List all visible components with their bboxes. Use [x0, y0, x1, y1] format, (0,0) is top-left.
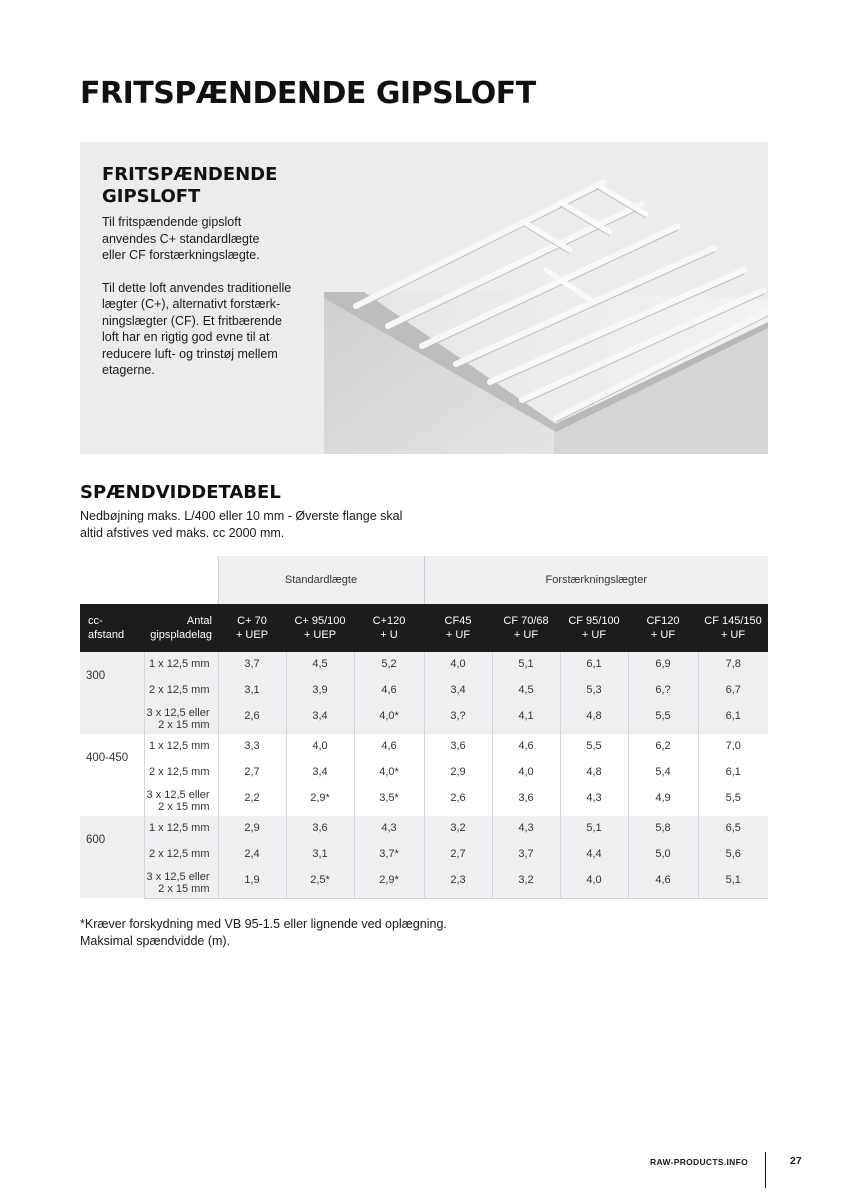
value-cell: 3,9: [286, 678, 354, 704]
value-cell: 6,1: [560, 652, 628, 678]
value-cell: 2,9*: [286, 786, 354, 816]
layers-cell: 1 x 12,5 mm: [144, 734, 218, 760]
cc-cell: 600: [80, 816, 144, 898]
value-cell: 4,0: [286, 734, 354, 760]
value-cell: 4,0: [560, 868, 628, 898]
value-cell: 6,1: [698, 704, 768, 734]
value-cell: 4,6: [492, 734, 560, 760]
value-cell: 4,0*: [354, 760, 424, 786]
value-cell: 5,1: [698, 868, 768, 898]
header-col-2: C+120 + U: [354, 604, 424, 652]
hero-paragraph-2: Til dette loft anvendes traditionelle lægter (C+), alternativt forstærk- ningslægter (CF). Et fritbærende loft har en rigtig god evne til at reducere luft- og trinstøj mellem etagerne.: [102, 280, 292, 377]
layers-cell: 1 x 12,5 mm: [144, 652, 218, 678]
value-cell: 3,3: [218, 734, 286, 760]
value-cell: 6,9: [628, 652, 698, 678]
value-cell: 2,7: [218, 760, 286, 786]
value-cell: 3,4: [286, 704, 354, 734]
value-cell: 2,9: [218, 816, 286, 842]
hero-paragraph-1: Til fritspændende gipsloft anvendes C+ standardlægte eller CF forstærkningslægte.: [102, 215, 260, 262]
value-cell: 6,2: [628, 734, 698, 760]
hero-panel: [80, 142, 768, 454]
value-cell: 5,8: [628, 816, 698, 842]
column-header-row: [80, 604, 768, 652]
value-cell: 2,5*: [286, 868, 354, 898]
value-cell: 2,7: [424, 842, 492, 868]
value-cell: 3,7: [492, 842, 560, 868]
page-title: FRITSPÆNDENDE GIPSLOFT: [80, 76, 536, 111]
value-cell: 4,0: [424, 652, 492, 678]
group-reinforced: Forstærkningslægter: [424, 556, 768, 604]
value-cell: 5,3: [560, 678, 628, 704]
value-cell: 4,0*: [354, 704, 424, 734]
table-row: [80, 734, 768, 760]
value-cell: 4,3: [492, 816, 560, 842]
header-col-4: CF 70/68 + UF: [492, 604, 560, 652]
layers-cell: 3 x 12,5 eller 2 x 15 mm: [144, 868, 218, 898]
value-cell: 3,4: [286, 760, 354, 786]
table-row: [80, 842, 768, 868]
header-col-1: C+ 95/100 + UEP: [286, 604, 354, 652]
value-cell: 3,6: [286, 816, 354, 842]
value-cell: 3,1: [286, 842, 354, 868]
span-table-description: Nedbøjning maks. L/400 eller 10 mm - Øverste flange skal altid afstives ved maks. cc 2000 mm.: [80, 509, 403, 540]
value-cell: 6,1: [698, 760, 768, 786]
value-cell: 2,4: [218, 842, 286, 868]
value-cell: 4,8: [560, 704, 628, 734]
value-cell: 5,5: [698, 786, 768, 816]
layers-cell: 3 x 12,5 eller 2 x 15 mm: [144, 704, 218, 734]
footer-divider: [765, 1152, 766, 1188]
value-cell: 4,3: [354, 816, 424, 842]
value-cell: 4,6: [628, 868, 698, 898]
hero-text-block: [102, 164, 312, 379]
value-cell: 2,9: [424, 760, 492, 786]
value-cell: 3,1: [218, 678, 286, 704]
value-cell: 3,6: [424, 734, 492, 760]
value-cell: 1,9: [218, 868, 286, 898]
value-cell: 7,8: [698, 652, 768, 678]
value-cell: 2,6: [218, 704, 286, 734]
layers-cell: 1 x 12,5 mm: [144, 816, 218, 842]
header-col-5: CF 95/100 + UF: [560, 604, 628, 652]
header-col-6: CF120 + UF: [628, 604, 698, 652]
value-cell: 5,1: [492, 652, 560, 678]
table-row: [80, 704, 768, 734]
value-cell: 6,7: [698, 678, 768, 704]
value-cell: 2,6: [424, 786, 492, 816]
header-col-7: CF 145/150 + UF: [698, 604, 768, 652]
ceiling-structure-image: [324, 142, 768, 454]
value-cell: 7,0: [698, 734, 768, 760]
cc-cell: 400-450: [80, 734, 144, 816]
value-cell: 4,4: [560, 842, 628, 868]
span-table-title: SPÆNDVIDDETABEL: [80, 482, 281, 503]
value-cell: 4,5: [492, 678, 560, 704]
span-table: [80, 556, 768, 899]
value-cell: 4,0: [492, 760, 560, 786]
value-cell: 4,8: [560, 760, 628, 786]
header-layers: Antal gipspladelag: [144, 604, 218, 652]
header-col-3: CF45 + UF: [424, 604, 492, 652]
cc-cell: 300: [80, 652, 144, 734]
table-row: [80, 678, 768, 704]
value-cell: 5,2: [354, 652, 424, 678]
value-cell: 6,5: [698, 816, 768, 842]
value-cell: 4,1: [492, 704, 560, 734]
value-cell: 5,6: [698, 842, 768, 868]
table-row: [80, 816, 768, 842]
value-cell: 4,9: [628, 786, 698, 816]
value-cell: 5,5: [560, 734, 628, 760]
value-cell: 3,4: [424, 678, 492, 704]
group-standard: Standardlægte: [218, 556, 424, 604]
footer-url: RAW-PRODUCTS.INFO: [650, 1157, 748, 1167]
value-cell: 5,4: [628, 760, 698, 786]
value-cell: 2,2: [218, 786, 286, 816]
value-cell: 5,5: [628, 704, 698, 734]
value-cell: 3,2: [492, 868, 560, 898]
page-number: 27: [790, 1155, 802, 1167]
layers-cell: 2 x 12,5 mm: [144, 760, 218, 786]
value-cell: 4,6: [354, 678, 424, 704]
value-cell: 3,6: [492, 786, 560, 816]
value-cell: 5,1: [560, 816, 628, 842]
value-cell: 6,?: [628, 678, 698, 704]
layers-cell: 2 x 12,5 mm: [144, 678, 218, 704]
value-cell: 3,5*: [354, 786, 424, 816]
layers-cell: 2 x 12,5 mm: [144, 842, 218, 868]
table-body: [80, 652, 768, 898]
table-row: [80, 652, 768, 678]
header-col-0: C+ 70 + UEP: [218, 604, 286, 652]
value-cell: 3,7*: [354, 842, 424, 868]
table-row: [80, 760, 768, 786]
value-cell: 3,7: [218, 652, 286, 678]
value-cell: 3,2: [424, 816, 492, 842]
table-row: [80, 786, 768, 816]
hero-title: FRITSPÆNDENDE GIPSLOFT: [102, 164, 278, 207]
table-row: [80, 868, 768, 898]
header-cc: cc- afstand: [80, 604, 144, 652]
value-cell: 2,9*: [354, 868, 424, 898]
footnote: *Kræver forskydning med VB 95-1.5 eller lignende ved oplægning. Maksimal spændvidde (m).: [80, 917, 447, 948]
value-cell: 2,3: [424, 868, 492, 898]
value-cell: 4,3: [560, 786, 628, 816]
value-cell: 5,0: [628, 842, 698, 868]
value-cell: 3,?: [424, 704, 492, 734]
layers-cell: 3 x 12,5 eller 2 x 15 mm: [144, 786, 218, 816]
value-cell: 4,6: [354, 734, 424, 760]
value-cell: 4,5: [286, 652, 354, 678]
group-header-row: [80, 556, 768, 604]
